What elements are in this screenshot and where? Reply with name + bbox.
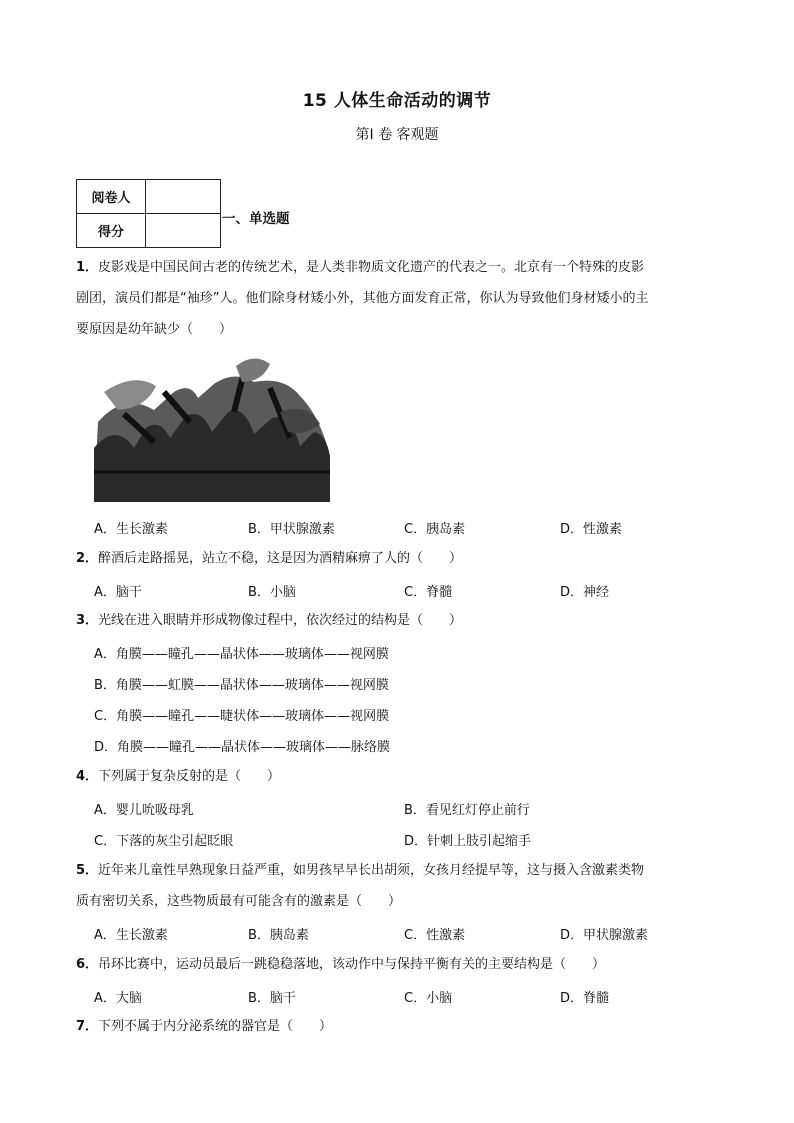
option-d[interactable]: D．脊髓 xyxy=(560,991,610,1006)
question-6: 6．吊环比赛中，运动员最后一跳稳稳落地，该动作中与保持平衡有关的主要结构是（ ） xyxy=(76,957,606,972)
question-2: 2．醉酒后走路摇晃，站立不稳，这是因为酒精麻痹了人的（ ） xyxy=(76,551,463,566)
option-b[interactable]: B．看见红灯停止前行 xyxy=(404,803,530,818)
section-heading: 一、单选题 xyxy=(222,211,290,227)
score-label: 得分 xyxy=(77,214,146,248)
question-7: 7．下列不属于内分泌系统的器官是（ ） xyxy=(76,1019,333,1034)
option-d[interactable]: D．针刺上肢引起缩手 xyxy=(404,834,532,849)
option-a[interactable]: A．生长激素 xyxy=(94,928,168,943)
option-d[interactable]: D．神经 xyxy=(560,585,610,600)
option-a[interactable]: A．角膜——瞳孔——晶状体——玻璃体——视网膜 xyxy=(94,647,389,662)
option-c[interactable]: C．脊髓 xyxy=(404,585,453,600)
score-table xyxy=(76,179,221,248)
option-b[interactable]: B．胰岛素 xyxy=(248,928,309,943)
option-c[interactable]: C．下落的灰尘引起眨眼 xyxy=(94,834,234,849)
question-5: 5．近年来儿童性早熟现象日益严重，如男孩早早长出胡须，女孩月经提早等，这与摄入含激素类物 质有密切关系，这些物质最有可能含有的激素是（ ） xyxy=(76,863,645,909)
option-a[interactable]: A．生长激素 xyxy=(94,522,168,537)
option-a[interactable]: A．婴儿吮吸母乳 xyxy=(94,803,194,818)
option-c[interactable]: C．小脑 xyxy=(404,991,453,1006)
page-subtitle: 第Ⅰ 卷 客观题 xyxy=(355,127,439,143)
option-b[interactable]: B．小脑 xyxy=(248,585,296,600)
option-b[interactable]: B．脑干 xyxy=(248,991,296,1006)
option-c[interactable]: C．角膜——瞳孔——睫状体——玻璃体——视网膜 xyxy=(94,709,390,724)
option-a[interactable]: A．脑干 xyxy=(94,585,142,600)
reviewer-field[interactable] xyxy=(146,180,221,214)
question-4: 4．下列属于复杂反射的是（ ） xyxy=(76,769,281,784)
option-d[interactable]: D．甲状腺激素 xyxy=(560,928,649,943)
option-c[interactable]: C．胰岛素 xyxy=(404,522,466,537)
score-field[interactable] xyxy=(146,214,221,248)
option-d[interactable]: D．角膜——瞳孔——晶状体——玻璃体——脉络膜 xyxy=(94,740,391,755)
option-b[interactable]: B．甲状腺激素 xyxy=(248,522,335,537)
question-1: 1．皮影戏是中国民间古老的传统艺术，是人类非物质文化遗产的代表之一。北京有一个特殊的皮影 剧团，演员们都是“袖珍”人。他们除身材矮小外，其他方面发育正常，你认为导致他们身材矮小的主 要原因是幼年缺少（ ） xyxy=(76,260,649,337)
reviewer-label: 阅卷人 xyxy=(77,180,146,214)
question-3: 3．光线在进入眼睛并形成物像过程中，依次经过的结构是（ ） xyxy=(76,613,463,628)
option-b[interactable]: B．角膜——虹膜——晶状体——玻璃体——视网膜 xyxy=(94,678,389,693)
option-d[interactable]: D．性激素 xyxy=(560,522,623,537)
page-title: 15 人体生命活动的调节 xyxy=(302,91,492,111)
option-c[interactable]: C．性激素 xyxy=(404,928,466,943)
option-a[interactable]: A．大脑 xyxy=(94,991,142,1006)
shadow-puppet-image xyxy=(94,352,330,502)
